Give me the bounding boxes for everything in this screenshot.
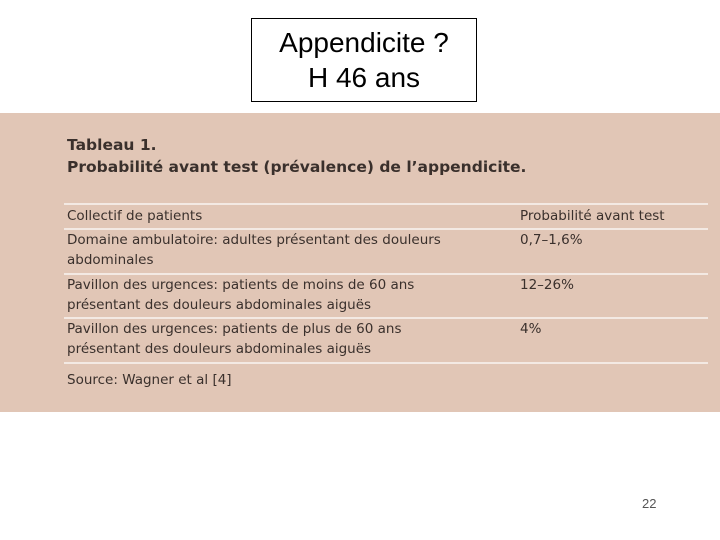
page-number: 22 xyxy=(642,496,657,511)
row-patients-line2: présentant des douleurs abdominales aiguës xyxy=(67,341,372,357)
slide-title-line2: H 46 ans xyxy=(307,62,421,93)
row-probability: 4% xyxy=(520,321,542,337)
table-top-rule xyxy=(64,203,708,205)
slide-title-box xyxy=(251,18,477,102)
row-probability: 12–26% xyxy=(520,277,574,293)
table-caption: Probabilité avant test (prévalence) de l’appendicite. xyxy=(67,158,527,176)
header-probability: Probabilité avant test xyxy=(520,208,665,224)
table-heading xyxy=(67,134,526,178)
header-patients: Collectif de patients xyxy=(67,208,203,224)
table-label: Tableau 1. xyxy=(67,136,157,154)
table-bottom-rule xyxy=(64,362,708,364)
row-patients-line1: Pavillon des urgences: patients de moins de 60 ans xyxy=(67,277,415,293)
row-probability: 0,7–1,6% xyxy=(520,232,583,248)
table-source: Source: Wagner et al [4] xyxy=(67,372,232,388)
row-patients-line2: présentant des douleurs abdominales aiguës xyxy=(67,297,372,313)
row-patients-line1: Pavillon des urgences: patients de plus de 60 ans xyxy=(67,321,402,337)
row-patients-line1: Domaine ambulatoire: adultes présentant des douleurs xyxy=(67,232,441,248)
slide-title-line1: Appendicite ? xyxy=(279,27,449,58)
row-patients-line2: abdominales xyxy=(67,252,154,268)
table-panel xyxy=(0,113,720,412)
